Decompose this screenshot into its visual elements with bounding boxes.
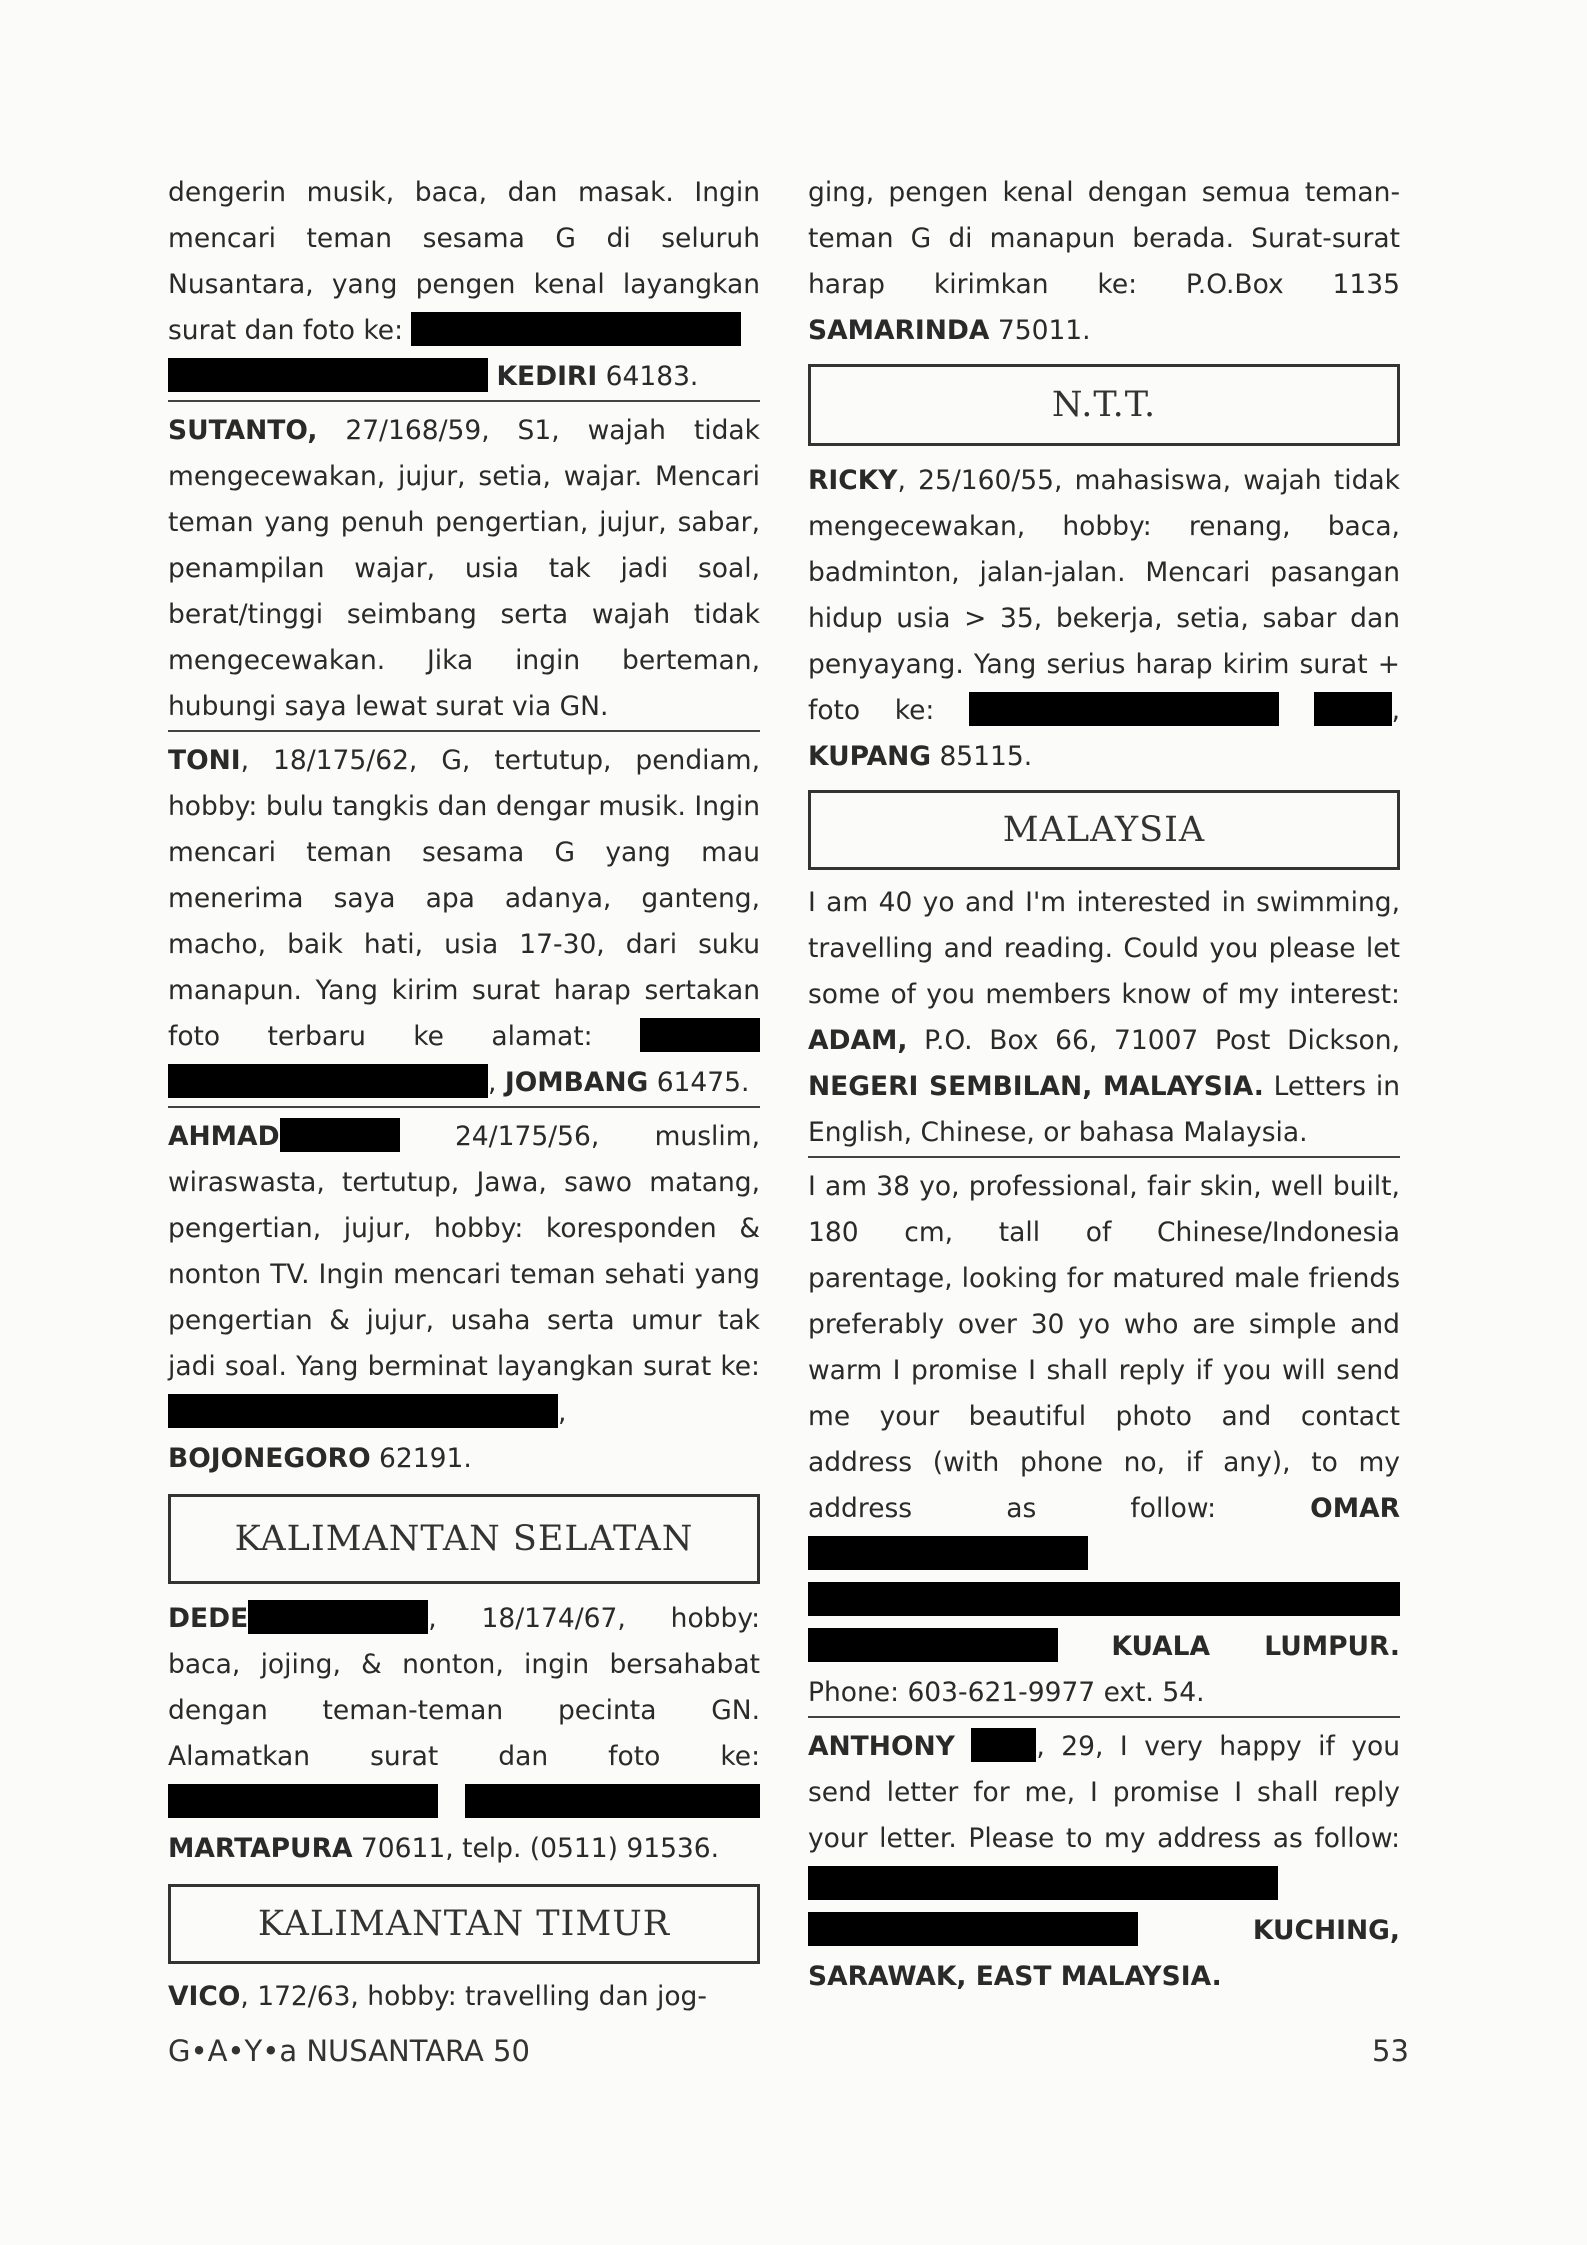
redacted-block [248, 1600, 428, 1634]
redacted-block [808, 1628, 1058, 1662]
redacted-block [971, 1728, 1036, 1762]
magazine-footer: G•A•Y•a NUSANTARA 50 [168, 2034, 530, 2068]
section-heading-ntt: N.T.T. [808, 364, 1400, 446]
section-heading-malaysia: MALAYSIA [808, 790, 1400, 870]
redacted-block [808, 1912, 1138, 1946]
section-heading-kalimantan-selatan: KALIMANTAN SELATAN [168, 1494, 760, 1584]
redacted-block [168, 1064, 488, 1098]
divider [168, 400, 760, 402]
listing-omar: I am 38 yo, professional, fair skin, well built, 180 cm, tall of Chinese/Indonesia parentage, looking for matured male friends preferably over 30 yo who are simple and warm I promise I shall reply if you will send me your beautiful photo and contact address (with phone no, if any), to my address as follow: OMAR KUALA LUMPUR. Phone: 603-621-9977 ext. 54. [808, 1171, 1400, 1708]
listing-ahmad: AHMAD 24/175/56, muslim, wiraswasta, tertutup, Jawa, sawo matang, pengertian, jujur, hobby: koresponden & nonton TV. Ingin mencari teman sehati yang pengertian & jujur, usaha serta umur tak jadi soal. Yang berminat layangkan surat ke: , BOJONEGORO 62191. [168, 1114, 760, 1482]
listing-dede: DEDE , 18/174/67, hobby: baca, jojing, & nonton, ingin bersahabat dengan teman-teman pecinta GN. Alamatkan surat dan foto ke: MARTAPURA 70611, telp. (0511) 91536. [168, 1596, 760, 1872]
listing-adam: I am 40 yo and I'm interested in swimming, travelling and reading. Could you please let some of you members know of my interest: ADAM, P.O. Box 66, 71007 Post Dickson, NEGERI SEMBILAN, MALAYSIA. Letters in English, Chinese, or bahasa Malaysia. [808, 887, 1400, 1148]
redacted-block [808, 1866, 1278, 1900]
divider [168, 730, 760, 732]
redacted-block [640, 1018, 760, 1052]
redacted-block [808, 1536, 1088, 1570]
redacted-block [969, 692, 1279, 726]
redacted-block [168, 1784, 438, 1818]
page-number: 53 [1372, 2034, 1409, 2068]
listing-toni: TONI, 18/175/62, G, tertutup, pendiam, hobby: bulu tangkis dan dengar musik. Ingin mencari teman sesama G yang mau menerima saya apa adanya, ganteng, macho, baik hati, usia 17-30, dari suku manapun. Yang kirim surat harap sertakan foto terbaru ke alamat: , JOMBANG 61475. [168, 745, 760, 1098]
divider [168, 1106, 760, 1108]
redacted-block [808, 1582, 1400, 1616]
redacted-block [168, 1394, 558, 1428]
redacted-block [1314, 692, 1392, 726]
listing-vico-continued: ging, pengen kenal dengan semua teman-teman G di manapun berada. Surat-surat harap kirimkan ke: P.O.Box 1135 SAMARINDA 75011. [808, 177, 1400, 346]
listing-kediri: dengerin musik, baca, dan masak. Ingin mencari teman sesama G di seluruh Nusantara, yang pengen kenal layangkan surat dan foto ke: KEDIRI 64183. [168, 177, 760, 392]
listing-vico: VICO, 172/63, hobby: travelling dan jog- [168, 1981, 707, 2012]
listing-sutanto: SUTANTO, 27/168/59, S1, wajah tidak mengecewakan, jujur, setia, wajar. Mencari teman yang penuh pengertian, jujur, sabar, penampilan wajar, usia tak jadi soal, berat/tinggi seimbang serta wajah tidak mengecewakan. Jika ingin berteman, hubungi saya lewat surat via GN. [168, 415, 760, 722]
left-column [168, 170, 760, 2020]
divider [808, 1716, 1400, 1718]
redacted-block [411, 312, 741, 346]
redacted-block [465, 1784, 760, 1818]
redacted-block [168, 358, 488, 392]
listing-anthony: ANTHONY , 29, I very happy if you send letter for me, I promise I shall reply your letter. Please to my address as follow: KUCHING, SARAWAK, EAST MALAYSIA. [808, 1724, 1400, 2000]
right-column [808, 170, 1400, 2000]
listing-ricky: RICKY, 25/160/55, mahasiswa, wajah tidak mengecewakan, hobby: renang, baca, badminton, jalan-jalan. Mencari pasangan hidup usia > 35, bekerja, setia, sabar dan penyayang. Yang serius harap kirim surat + foto ke: , KUPANG 85115. [808, 465, 1400, 772]
divider [808, 1156, 1400, 1158]
section-heading-kalimantan-timur: KALIMANTAN TIMUR [168, 1884, 760, 1964]
redacted-block [280, 1118, 400, 1152]
